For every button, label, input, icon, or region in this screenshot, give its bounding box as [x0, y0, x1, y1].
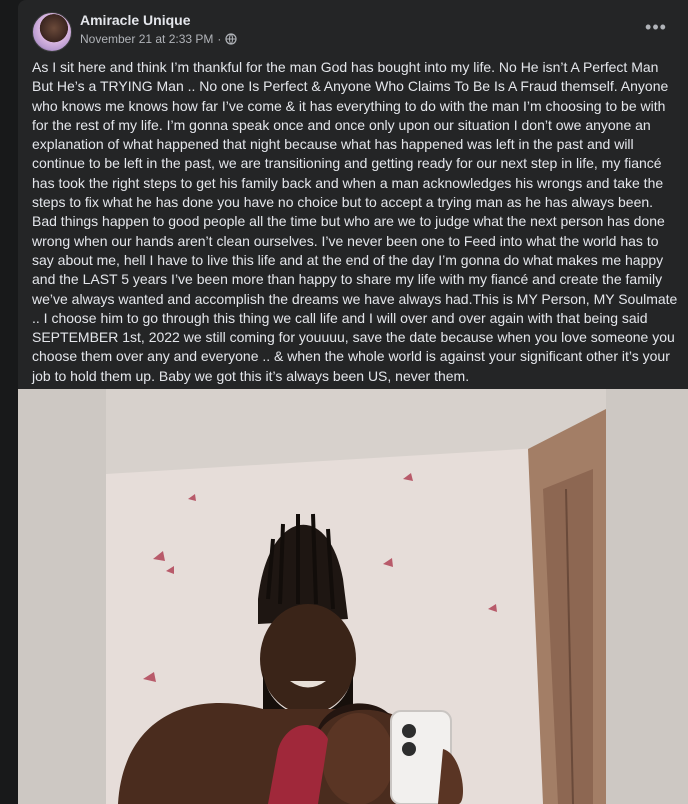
- post-header: [32, 8, 676, 54]
- photo-image: [18, 389, 688, 804]
- post-card: [18, 0, 688, 804]
- post-text: As I sit here and think I’m thankful for the man God has bought into my life. No He isn’t A Perfect Man But He’s a TRYING Man .. No one Is Perfect & Anyone Who Claims To Be Is A Fraud themself. Anyone who knows me knows how far I’ve come & it has everything to do with the man I’m choosing to be with for the rest of my life. I’m gonna speak once and once only upon our situation I don’t owe anyone an explanation of what happened that night because what has happened was left in the past and will continue to be left in the past, we are transitioning and getting ready for our next step in life, my fiancé has took the right steps to get his family back and when a man acknowledges his wrongs and take the steps to fix what he has done you have no choice but to accept a trying man as he has always been. Bad things happen to good people all the time but who are we to judge what the next person has done wrong when our hands aren’t clean ourselves. I’ve never been one to Feed into what the world has to say about me, hell I have to live this life and at the end of the day I’m gonna do what makes me happy and the LAST 5 years I’ve been more than happy to share my life with my fiancé and create the family we’ve always wanted and accomplish the dreams we have always had.This is MY Person, MY Soulmate .. I choose him to go through this thing we call life and I will over and over again with that being said SEPTEMBER 1st, 2022 we still coming for youuuu, save the date because when you love someone you choose them over any and everyone .. & when the whole world is against your significant other it’s your job to hold them up. Baby we got this it’s always been US, never them.: [32, 59, 678, 384]
- post-photo[interactable]: [18, 389, 688, 804]
- author-name[interactable]: Amiracle Unique: [80, 12, 191, 28]
- more-options-button[interactable]: [642, 17, 670, 40]
- globe-icon[interactable]: [225, 33, 237, 45]
- meta-separator: ·: [217, 32, 222, 46]
- more-horizontal-icon: •••: [645, 17, 667, 37]
- post-meta: [80, 32, 237, 46]
- post-timestamp[interactable]: November 21 at 2:33 PM: [80, 32, 214, 46]
- avatar[interactable]: [32, 12, 72, 52]
